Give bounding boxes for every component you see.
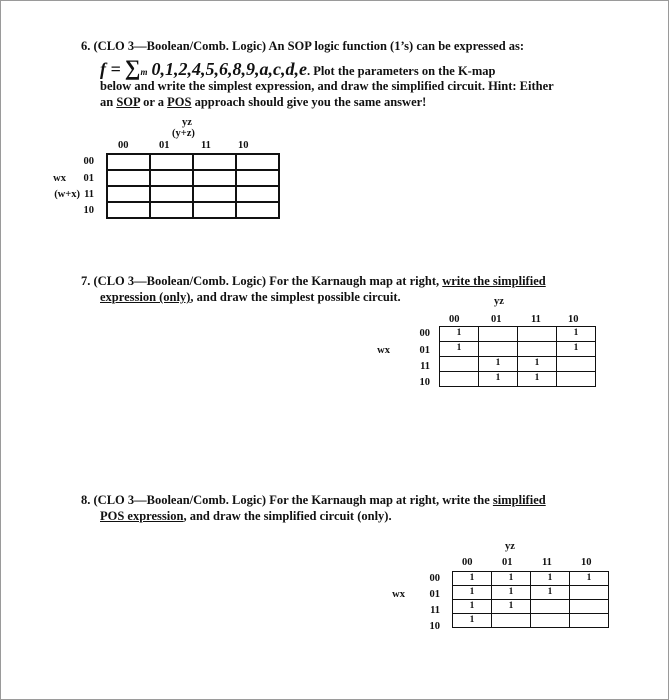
q8-kmap-grid [452, 571, 609, 628]
q6-kmap-grid [106, 153, 280, 219]
q8-kmap-row-01: 01 [429, 589, 440, 600]
q6-formula-line [100, 55, 495, 81]
q6-kmap-side-var: wx [53, 173, 66, 184]
kmap-cell: 1 [557, 342, 596, 357]
kmap-cell: 1 [570, 572, 609, 586]
kmap-cell: 1 [440, 342, 479, 357]
q8-line1 [81, 493, 546, 508]
q6-header: 6. (CLO 3—Boolean/Comb. Logic) An SOP logic function (1’s) can be expressed as: [81, 39, 525, 53]
kmap-cell [570, 586, 609, 600]
q6-kmap-row-11: 11 [84, 189, 94, 200]
kmap-row [453, 600, 609, 614]
q8-kmap-col-00: 00 [462, 557, 473, 568]
kmap-cell [531, 614, 570, 628]
q8-kmap-col-11: 11 [542, 557, 552, 568]
kmap-cell[interactable] [193, 186, 236, 202]
q6-line3 [100, 95, 426, 110]
kmap-cell [557, 357, 596, 372]
q7-kmap-grid [439, 326, 596, 387]
kmap-row [107, 202, 279, 218]
kmap-cell [570, 600, 609, 614]
q8-kmap-col-01: 01 [502, 557, 513, 568]
kmap-cell: 1 [531, 572, 570, 586]
q8-kmap-col-10: 10 [581, 557, 592, 568]
kmap-cell[interactable] [193, 154, 236, 170]
kmap-cell: 1 [479, 372, 518, 387]
q8-line1-pre: 8. (CLO 3—Boolean/Comb. Logic) For the Karnaugh map at right, write the [81, 493, 493, 507]
q6-plot-note: . Plot the parameters on the K-map [306, 64, 496, 78]
q6-kmap-row-01: 01 [83, 173, 94, 184]
kmap-cell [440, 357, 479, 372]
q7-kmap-col-00: 00 [449, 314, 460, 325]
kmap-cell [570, 614, 609, 628]
q7-kmap-col-10: 10 [568, 314, 579, 325]
kmap-cell: 1 [492, 600, 531, 614]
q7-kmap-top-var: yz [494, 296, 504, 307]
q6-line3-post: approach should give you the same answer! [191, 95, 427, 109]
q6-kmap-top-note: (y+z) [172, 128, 195, 139]
kmap-cell: 1 [492, 586, 531, 600]
q7-line2-link: expression (only) [100, 290, 191, 304]
q6-pos-term: POS [167, 95, 192, 109]
kmap-cell[interactable] [236, 186, 279, 202]
q8-kmap-side-var: wx [392, 589, 405, 600]
kmap-cell [479, 327, 518, 342]
kmap-cell[interactable] [107, 154, 150, 170]
kmap-cell: 1 [557, 327, 596, 342]
q6-kmap-row-00: 00 [83, 156, 94, 167]
kmap-cell[interactable] [236, 154, 279, 170]
q8-line2-link: POS expression [100, 509, 184, 523]
q6-line3-pre: an [100, 95, 117, 109]
q8-kmap-row-11: 11 [430, 605, 440, 616]
q6-kmap-side-note: (w+x) [54, 189, 80, 200]
q6-kmap-row-10: 10 [83, 205, 94, 216]
q8-kmap-top-var: yz [505, 541, 515, 552]
sigma-icon: ∑ [124, 55, 141, 80]
kmap-cell: 1 [518, 357, 557, 372]
kmap-cell: 1 [453, 586, 492, 600]
kmap-row [453, 586, 609, 600]
kmap-cell[interactable] [150, 202, 193, 218]
q8-line1-link: simplified [492, 493, 546, 507]
kmap-cell [531, 600, 570, 614]
kmap-cell[interactable] [193, 202, 236, 218]
kmap-cell [557, 372, 596, 387]
q6-line2: below and write the simplest expression, and draw the simplified circuit. Hint: Either [100, 79, 554, 93]
kmap-cell: 1 [453, 614, 492, 628]
q7-line1 [81, 274, 546, 289]
kmap-cell [440, 372, 479, 387]
kmap-cell: 1 [479, 357, 518, 372]
q7-line1-link: write the simplified [442, 274, 546, 288]
q7-line1-pre: 7. (CLO 3—Boolean/Comb. Logic) For the Karnaugh map at right, [81, 274, 443, 288]
kmap-cell: 1 [453, 572, 492, 586]
kmap-cell[interactable] [193, 170, 236, 186]
kmap-cell[interactable] [236, 170, 279, 186]
q8-kmap-row-10: 10 [429, 621, 440, 632]
kmap-row [440, 372, 596, 387]
kmap-row [107, 170, 279, 186]
q6-kmap-col-00: 00 [118, 140, 129, 151]
q6-sigma-subscript: m [140, 67, 148, 77]
kmap-cell [479, 342, 518, 357]
kmap-cell[interactable] [107, 202, 150, 218]
kmap-row [107, 154, 279, 170]
q7-line2 [100, 290, 401, 305]
kmap-row [440, 327, 596, 342]
kmap-cell [492, 614, 531, 628]
q6-formula-f: f = [100, 59, 121, 79]
kmap-cell [518, 327, 557, 342]
kmap-row [440, 357, 596, 372]
q6-line3-mid: or a [139, 95, 168, 109]
q7-kmap-side-var: wx [377, 345, 390, 356]
kmap-row [107, 186, 279, 202]
kmap-cell[interactable] [150, 170, 193, 186]
q6-sop-term: SOP [116, 95, 140, 109]
kmap-row [440, 342, 596, 357]
kmap-cell[interactable] [107, 186, 150, 202]
kmap-row [453, 572, 609, 586]
kmap-cell[interactable] [236, 202, 279, 218]
q7-kmap-row-00: 00 [419, 328, 430, 339]
q8-line2-post: , and draw the simplified circuit (only). [183, 509, 392, 523]
q8-kmap-row-00: 00 [429, 573, 440, 584]
q6-kmap-col-10: 10 [238, 140, 249, 151]
kmap-cell: 1 [453, 600, 492, 614]
q6-kmap-col-01: 01 [159, 140, 170, 151]
q7-kmap-row-11: 11 [420, 361, 430, 372]
q7-kmap-col-11: 11 [531, 314, 541, 325]
kmap-cell [518, 342, 557, 357]
q7-kmap-row-10: 10 [419, 377, 430, 388]
q6-kmap-col-11: 11 [201, 140, 211, 151]
kmap-cell: 1 [518, 372, 557, 387]
kmap-cell[interactable] [150, 154, 193, 170]
q7-kmap-col-01: 01 [491, 314, 502, 325]
kmap-cell[interactable] [107, 170, 150, 186]
kmap-row [453, 614, 609, 628]
q7-kmap-row-01: 01 [419, 345, 430, 356]
q8-line2 [100, 509, 392, 524]
q6-kmap-top-var: yz [182, 117, 192, 128]
kmap-cell: 1 [492, 572, 531, 586]
q6-minterms: 0,1,2,4,5,6,8,9,a,c,d,e [151, 59, 307, 79]
kmap-cell[interactable] [150, 186, 193, 202]
kmap-cell: 1 [440, 327, 479, 342]
q7-line2-post: , and draw the simplest possible circuit. [190, 290, 401, 304]
kmap-cell: 1 [531, 586, 570, 600]
